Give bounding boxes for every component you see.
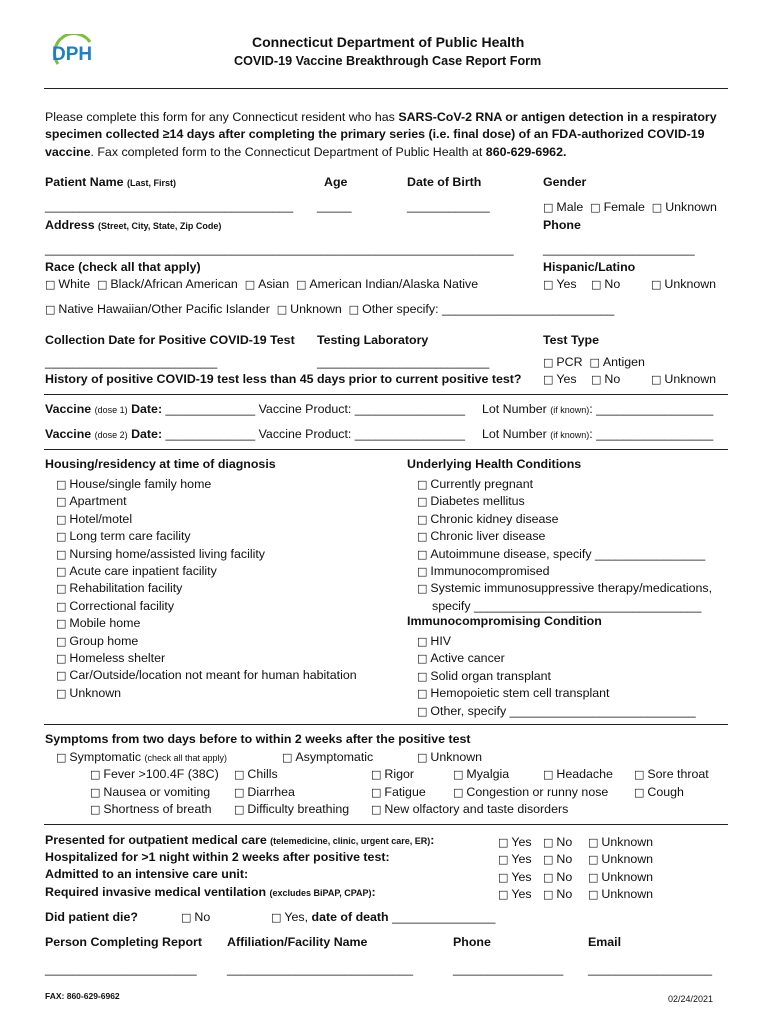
patient-name-field[interactable]: ____________________________________	[45, 199, 294, 213]
housing-option[interactable]: □ Unknown	[56, 685, 122, 700]
housing-option[interactable]: □ Hotel/motel	[56, 511, 133, 526]
conditions-label: Underlying Health Conditions	[407, 457, 582, 471]
race-options-row-2	[45, 303, 614, 315]
death-question: Did patient die?	[45, 910, 138, 924]
dose-2-lot-field[interactable]: : _________________	[589, 427, 714, 441]
dose-1-product-field[interactable]: ________________	[354, 402, 466, 416]
phone-label: Phone	[543, 218, 581, 232]
symptom-headache[interactable]: □ Headache	[543, 767, 613, 781]
race-options-row-1	[45, 278, 478, 290]
intro-line-2: specimen collected ≥14 days after completing the primary series (i.e. final dose) of an FDA-authorized COVID-19	[45, 127, 705, 141]
care-no-checkbox[interactable]: □ No	[543, 852, 573, 867]
housing-option[interactable]: □ Acute care inpatient facility	[56, 564, 217, 579]
symptom-sore-throat[interactable]: □ Sore throat	[634, 767, 709, 781]
care-question-hospitalized: Hospitalized for >1 night within 2 weeks after positive test:	[45, 850, 390, 864]
age-field[interactable]: _____	[317, 199, 352, 213]
form-agency-title: Connecticut Department of Public Health	[252, 34, 525, 50]
race-black-checkbox[interactable]: □ Black/African American	[96, 277, 238, 291]
housing-option[interactable]: □ Correctional facility	[56, 598, 175, 613]
history-unknown-checkbox[interactable]: □ Unknown	[651, 372, 717, 386]
care-unknown-checkbox[interactable]: □ Unknown	[588, 869, 654, 884]
symptom-nausea[interactable]: □ Nausea or vomiting	[90, 785, 211, 799]
history-no-checkbox[interactable]: □ No	[591, 372, 621, 386]
form-title: COVID-19 Vaccine Breakthrough Case Report Form	[234, 54, 542, 68]
housing-option[interactable]: □ Mobile home	[56, 616, 141, 631]
care-no-checkbox[interactable]: □ No	[543, 835, 573, 849]
care-question-outpatient: Presented for outpatient medical care (telemedicine, clinic, urgent care, ER):	[45, 833, 435, 847]
section-divider-3	[44, 724, 728, 725]
symptom-fever[interactable]: □ Fever >100.4F (38C)	[90, 767, 219, 781]
immuno-condition-label: Immunocompromising Condition	[407, 614, 602, 628]
race-label: Race (check all that apply)	[45, 260, 201, 274]
symptom-chills[interactable]: □ Chills	[234, 767, 278, 781]
care-unknown-column	[588, 834, 653, 904]
death-date-field[interactable]: _______________	[392, 910, 496, 924]
reporter-name-field[interactable]: ______________________	[45, 962, 197, 976]
testing-lab-label: Testing Laboratory	[317, 333, 429, 347]
footer-date: 02/24/2021	[668, 994, 714, 1004]
housing-option[interactable]: □ Nursing home/assisted living facility	[56, 546, 265, 561]
dose-2-product-field[interactable]: ________________	[354, 427, 466, 441]
care-yes-checkbox[interactable]: □ Yes	[498, 835, 532, 849]
testing-lab-field[interactable]: _________________________	[317, 355, 490, 369]
dob-field[interactable]: ____________	[407, 199, 490, 213]
section-divider-4	[44, 824, 728, 825]
care-yes-checkbox[interactable]: □ Yes	[498, 869, 532, 884]
housing-list	[56, 476, 357, 702]
care-yes-checkbox[interactable]: □ Yes	[498, 852, 532, 867]
symptom-olfactory[interactable]: □ New olfactory and taste disorders	[371, 802, 569, 816]
header-divider	[44, 88, 728, 89]
test-type-label: Test Type	[543, 333, 599, 347]
age-label: Age	[324, 175, 348, 189]
symptom-fatigue[interactable]: □ Fatigue	[371, 785, 426, 799]
condition-option[interactable]: □ Chronic liver disease	[417, 529, 546, 544]
gender-label: Gender	[543, 175, 587, 189]
housing-option[interactable]: □ Homeless shelter	[56, 651, 166, 666]
housing-option[interactable]: □ Apartment	[56, 494, 127, 509]
symptom-shortness-of-breath[interactable]: □ Shortness of breath	[90, 802, 212, 816]
vaccine-dose-1-row: Vaccine (dose 1) Date: _____________ Vaccine Product: ________________	[45, 402, 466, 416]
death-no-checkbox[interactable]: □ No	[181, 910, 211, 924]
gender-male-checkbox[interactable]: □ Male	[543, 200, 584, 214]
condition-option[interactable]: □ Diabetes mellitus	[417, 494, 525, 509]
care-no-column	[543, 834, 572, 904]
condition-option[interactable]: □ Immunocompromised	[417, 564, 550, 579]
race-nhopi-checkbox[interactable]: □ Native Hawaiian/Other Pacific Islander	[45, 302, 270, 316]
race-asian-checkbox[interactable]: □ Asian	[244, 277, 290, 291]
reporter-email-field[interactable]: __________________	[588, 962, 713, 976]
immuno-list	[417, 633, 696, 720]
hispanic-yes-checkbox[interactable]: □ Yes	[543, 277, 577, 291]
immuno-option[interactable]: □ Solid organ transplant	[417, 668, 551, 683]
immuno-option[interactable]: □ Active cancer	[417, 651, 505, 666]
reporter-affiliation-label: Affiliation/Facility Name	[227, 935, 368, 949]
reporter-phone-field[interactable]: ________________	[453, 962, 564, 976]
dose-1-lot-field[interactable]: : _________________	[589, 402, 714, 416]
symptom-congestion[interactable]: □ Congestion or runny nose	[453, 785, 609, 799]
dose-2-date-field[interactable]: _____________	[165, 427, 256, 441]
race-white-checkbox[interactable]: □ White	[45, 277, 91, 291]
vaccine-dose-2-row: Vaccine (dose 2) Date: _____________ Vaccine Product: ________________	[45, 427, 466, 441]
housing-option[interactable]: □ Long term care facility	[56, 529, 191, 544]
test-type-options	[543, 356, 645, 368]
care-question-icu: Admitted to an intensive care unit:	[45, 867, 249, 881]
asymptomatic-checkbox[interactable]: □ Asymptomatic	[282, 750, 374, 764]
death-yes-checkbox[interactable]: □ Yes, date of death _______________	[271, 910, 496, 924]
immuno-option[interactable]: □ Other, specify ___________________________	[417, 703, 696, 718]
intro-line-1: Please complete this form for any Connecticut resident who has SARS-CoV-2 RNA or antigen detection in a respiratory	[45, 110, 717, 124]
care-question-ventilation: Required invasive medical ventilation (excludes BiPAP, CPAP):	[45, 885, 376, 899]
care-no-checkbox[interactable]: □ No	[543, 869, 573, 884]
immuno-option[interactable]: □ HIV	[417, 634, 452, 648]
symptoms-label: Symptoms from two days before to within 2 weeks after the positive test	[45, 732, 471, 746]
symptomatic-checkbox[interactable]: □ Symptomatic (check all that apply)	[56, 750, 228, 764]
collection-date-label: Collection Date for Positive COVID-19 Test	[45, 333, 295, 347]
condition-option[interactable]: □ Currently pregnant	[417, 477, 534, 491]
intro-line-3: vaccine. Fax completed form to the Connecticut Department of Public Health at 860-629-6962.	[45, 145, 567, 159]
footer-fax: FAX: 860-629-6962	[45, 991, 120, 1001]
reporter-email-label: Email	[588, 935, 622, 949]
conditions-list	[417, 476, 712, 615]
symptom-difficulty-breathing[interactable]: □ Difficulty breathing	[234, 802, 350, 816]
race-other-checkbox[interactable]: □ Other specify: _________________________	[348, 302, 615, 316]
care-unknown-checkbox[interactable]: □ Unknown	[588, 887, 654, 902]
race-aian-checkbox[interactable]: □ American Indian/Alaska Native	[295, 277, 479, 291]
test-pcr-checkbox[interactable]: □ PCR	[543, 355, 583, 369]
section-divider-1	[44, 394, 728, 395]
history-yes-checkbox[interactable]: □ Yes	[543, 372, 577, 386]
housing-option[interactable]: □ Rehabilitation facility	[56, 581, 183, 596]
reporter-phone-label: Phone	[453, 935, 491, 949]
housing-label: Housing/residency at time of diagnosis	[45, 457, 276, 471]
address-label: Address (Street, City, State, Zip Code)	[45, 218, 222, 232]
symptom-diarrhea[interactable]: □ Diarrhea	[234, 785, 295, 799]
collection-date-field[interactable]: _________________________	[45, 355, 218, 369]
condition-option[interactable]: □ Chronic kidney disease	[417, 511, 559, 526]
logo-text: DPH	[52, 44, 93, 65]
reporter-affiliation-field[interactable]: ___________________________	[227, 962, 414, 976]
housing-option[interactable]: □ House/single family home	[56, 477, 212, 491]
section-divider-2	[44, 449, 728, 450]
condition-option[interactable]: □ Autoimmune disease, specify ________________	[417, 546, 706, 561]
dose-1-date-field[interactable]: _____________	[165, 402, 256, 416]
hispanic-no-checkbox[interactable]: □ No	[591, 277, 621, 291]
gender-female-checkbox[interactable]: □ Female	[590, 200, 645, 214]
care-yes-column	[498, 834, 532, 904]
gender-unknown-checkbox[interactable]: □ Unknown	[651, 200, 717, 214]
dob-label: Date of Birth	[407, 175, 482, 189]
immunosuppressive-specify-field[interactable]: specify _________________________________	[432, 598, 702, 613]
condition-option[interactable]: □ Systemic immunosuppressive therapy/medications,	[417, 581, 713, 596]
dph-logo	[50, 34, 96, 70]
test-antigen-checkbox[interactable]: □ Antigen	[589, 355, 645, 369]
reporter-name-label: Person Completing Report	[45, 935, 202, 949]
care-no-checkbox[interactable]: □ No	[543, 887, 573, 902]
symptom-cough[interactable]: □ Cough	[634, 785, 684, 799]
dose-1-lot: Lot Number (if known): _________________	[482, 402, 714, 416]
symptom-unknown-checkbox[interactable]: □ Unknown	[417, 750, 483, 764]
symptom-myalgia[interactable]: □ Myalgia	[453, 767, 510, 781]
gender-options	[543, 201, 717, 213]
immuno-option[interactable]: □ Hemopoietic stem cell transplant	[417, 686, 610, 701]
phone-field[interactable]: ______________________	[543, 242, 695, 256]
symptom-rigor[interactable]: □ Rigor	[371, 767, 415, 781]
housing-option[interactable]: □ Group home	[56, 633, 139, 648]
hispanic-unknown-checkbox[interactable]: □ Unknown	[651, 277, 717, 291]
address-field[interactable]: ____________________________________________________________________	[45, 242, 514, 256]
dose-2-lot: Lot Number (if known): _________________	[482, 427, 714, 441]
care-unknown-checkbox[interactable]: □ Unknown	[588, 835, 654, 849]
history-question: History of positive COVID-19 test less than 45 days prior to current positive test?	[45, 372, 522, 386]
patient-name-label: Patient Name (Last, First)	[45, 175, 176, 189]
housing-option[interactable]: □ Car/Outside/location not meant for human habitation	[56, 668, 357, 683]
hispanic-label: Hispanic/Latino	[543, 260, 636, 274]
race-unknown-checkbox[interactable]: □ Unknown	[276, 302, 342, 316]
care-unknown-checkbox[interactable]: □ Unknown	[588, 852, 654, 867]
care-yes-checkbox[interactable]: □ Yes	[498, 887, 532, 902]
